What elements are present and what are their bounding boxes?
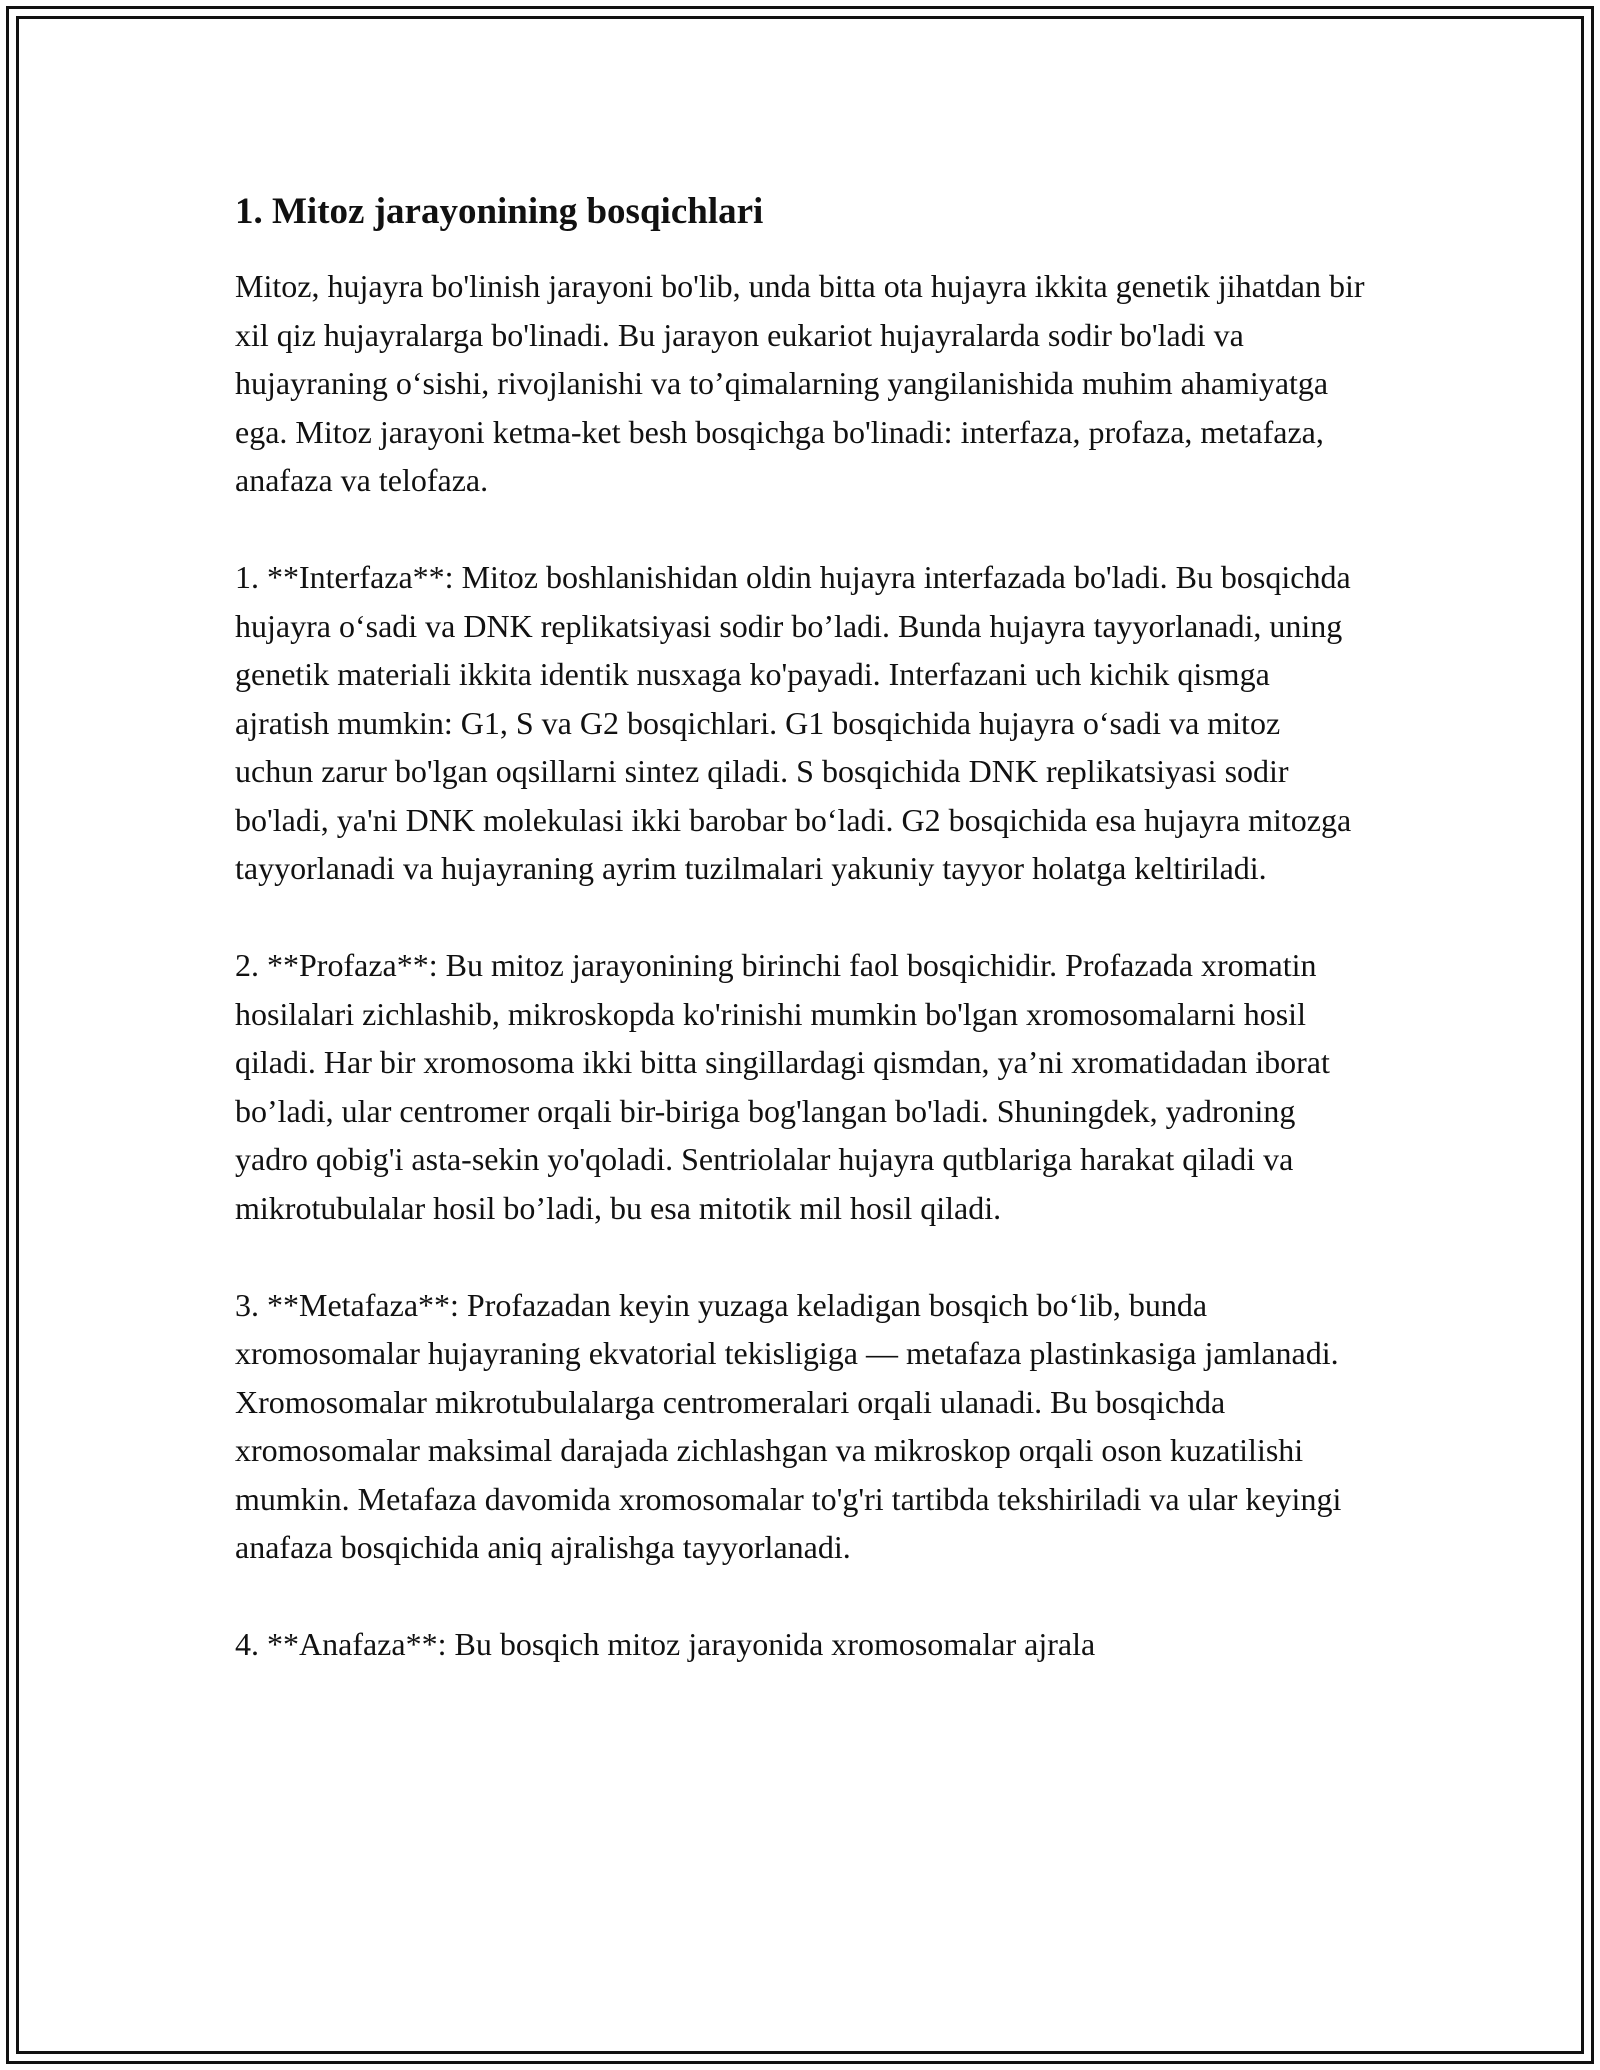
interfaza-paragraph: 1. **Interfaza**: Mitoz boshlanishidan oldin hujayra interfazada bo'ladi. Bu bosqichda hujayra o‘sadi va DNK replikatsiyasi sodir bo’ladi. Bunda hujayra tayyorlanadi, uning genetik materiali ikkita identik nusxaga ko'payadi. Interfazani uch kichik qismga ajratish mumkin: G1, S va G2 bosqichlari. G1 bosqichida hujayra o‘sadi va mitoz uchun zarur bo'lgan oqsillarni sintez qiladi. S bosqichida DNK replikatsiyasi sodir bo'ladi, ya'ni DNK molekulasi ikki barobar bo‘ladi. G2 bosqichida esa hujayra mitozga tayyorlanadi va hujayraning ayrim tuzilmalari yakuniy tayyor holatga keltiriladi. xyxy=(235,559,1352,886)
document-body xyxy=(235,188,1365,1717)
metafaza-paragraph: 3. **Metafaza**: Profazadan keyin yuzaga keladigan bosqich bo‘lib, bunda xromosomalar hujayraning ekvatorial tekisligiga — metafaza plastinkasiga jamlanadi. Xromosomalar mikrotubulalarga centromeralari orqali ulanadi. Bu bosqichda xromosomalar maksimal darajada zichlashgan va mikroskop orqali oson kuzatilishi mumkin. Metafaza davomida xromosomalar to'g'ri tartibda tekshiriladi va ular keyingi anafaza bosqichida aniq ajralishga tayyorlanadi. xyxy=(235,1286,1342,1565)
document-title: 1. Mitoz jarayonining bosqichlari xyxy=(235,191,764,232)
profaza-paragraph: 2. **Profaza**: Bu mitoz jarayonining birinchi faol bosqichidir. Profazada xromatin hosilalari zichlashib, mikroskopda ko'rinishi mumkin bo'lgan xromosomalarni hosil qiladi. Har bir xromosoma ikki bitta singillardagi qismdan, ya’ni xromatidadan iborat bo’ladi, ular centromer orqali bir-biriga bog'langan bo'ladi. Shuningdek, yadroning yadro qobig'i asta-sekin yo'qoladi. Sentriolalar hujayra qutblariga harakat qiladi va mikrotubulalar hosil bo’ladi, bu esa mitotik mil hosil qiladi. xyxy=(235,947,1330,1226)
intro-paragraph: Mitoz, hujayra bo'linish jarayoni bo'lib, unda bitta ota hujayra ikkita genetik jihatdan bir xil qiz hujayralarga bo'linadi. Bu jarayon eukariot hujayralarda sodir bo'ladi va hujayraning o‘sishi, rivojlanishi va to’qimalarning yangilanishida muhim ahamiyatga ega. Mitoz jarayoni ketma-ket besh bosqichga bo'linadi: interfaza, profaza, metafaza, anafaza va telofaza. xyxy=(235,268,1365,498)
anafaza-paragraph: 4. **Anafaza**: Bu bosqich mitoz jarayonida xromosomalar ajrala xyxy=(235,1626,1096,1662)
